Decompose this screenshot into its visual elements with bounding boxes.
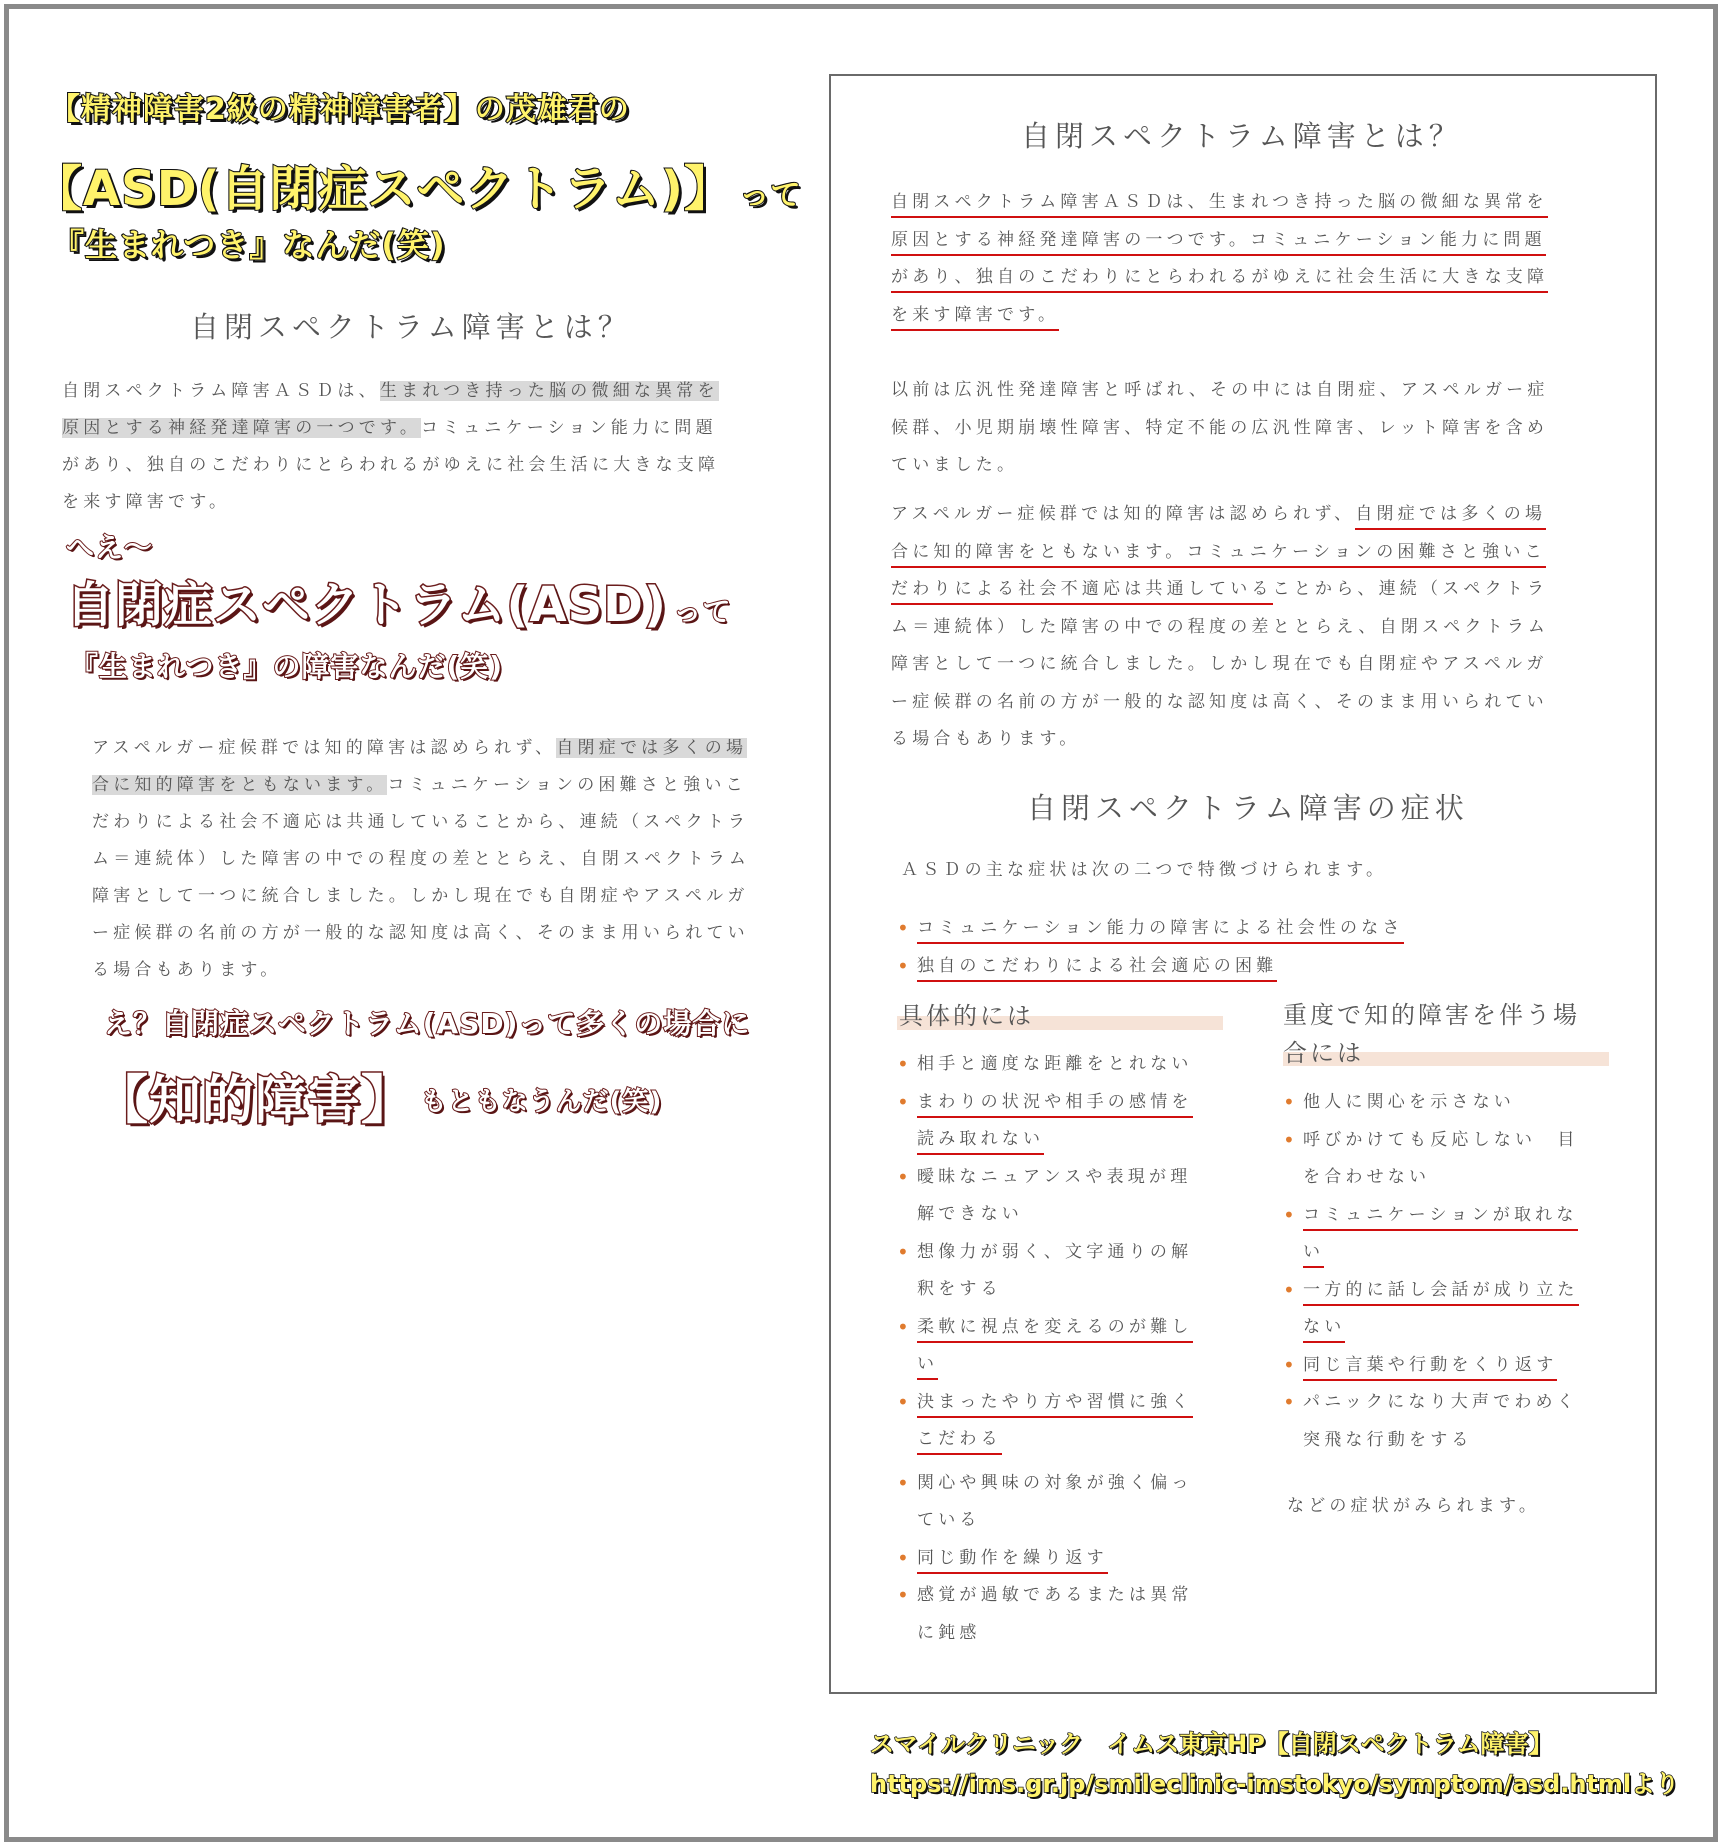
left-paragraph-2 xyxy=(92,730,750,989)
main-symptom-list xyxy=(897,910,1404,985)
right-p1-line4: を来す障害です。 xyxy=(891,297,1548,335)
col2-list xyxy=(1283,1084,1603,1459)
left-p2-line6: ー症候群の名前の方が一般的な認知度は高く、そのまま用いられてい xyxy=(92,923,749,943)
col1-item: • 想像力が弱く、文字通りの解 釈をする xyxy=(897,1234,1217,1309)
col2-item: • 同じ言葉や行動をくり返す xyxy=(1283,1347,1603,1385)
left-heading: 自閉スペクトラム障害とは？ xyxy=(190,310,632,344)
caption-top-line1: 【精神障害2級の精神障害者】の茂雄君の xyxy=(50,92,630,127)
col1-item: • 相手と適度な距離をとれない xyxy=(897,1046,1217,1084)
col2-item: • コミュニケーションが取れな い xyxy=(1283,1197,1603,1272)
col1-item: • 関心や興味の対象が強く偏っ ている xyxy=(897,1465,1217,1540)
right-p3-line3: だわりによる社会不適応は共通していることから、連続（スペクトラ xyxy=(891,571,1549,609)
caption-low-line1: え？自閉症スペクトラム(ASD)って多くの場合に xyxy=(104,1007,751,1040)
col2-item: • パニックになり大声でわめく 突飛な行動をする xyxy=(1283,1384,1603,1459)
left-p1-line1: 自閉スペクトラム障害ＡＳＤは、生まれつき持った脳の微細な異常を xyxy=(62,381,719,401)
right-paragraph-1 xyxy=(891,184,1548,334)
col2-item: • 一方的に話し会話が成り立た ない xyxy=(1283,1272,1603,1347)
right-p2-line1: 以前は広汎性発達障害と呼ばれ、その中には自閉症、アスペルガー症 xyxy=(891,380,1549,400)
left-p1-line2: 原因とする神経発達障害の一つです。コミュニケーション能力に問題 xyxy=(62,418,717,438)
col1-item: • 決まったやり方や習慣に強く こだわる xyxy=(897,1384,1217,1459)
right-paragraph-3 xyxy=(891,496,1549,759)
caption-top-line3: 『生まれつき』なんだ(笑) xyxy=(52,226,446,264)
caption-mid-line2-small: って xyxy=(673,595,732,628)
caption-top-line2-small: って xyxy=(739,178,802,213)
caption-low-line2 xyxy=(96,1058,662,1133)
right-symptoms-intro: ＡＳＤの主な症状は次の二つで特徴づけられます。 xyxy=(901,860,1388,880)
right-p3-line7: る場合もあります。 xyxy=(891,729,1081,749)
symptoms-closing: などの症状がみられます。 xyxy=(1287,1496,1541,1516)
left-paragraph-1 xyxy=(62,373,719,521)
source-line1: スマイルクリニック イムス東京HP【自閉スペクトラム障害】 xyxy=(870,1730,1553,1758)
right-paragraph-2 xyxy=(891,372,1549,485)
caption-mid-line3: 『生まれつき』の障害なんだ(笑) xyxy=(70,650,504,683)
right-p2-line2: 候群、小児期崩壊性障害、特定不能の広汎性障害、レット障害を含め xyxy=(891,417,1549,438)
right-p3-line4: ム＝連続体）した障害の中での程度の差ととらえ、自閉スペクトラム xyxy=(891,616,1550,637)
right-p3-line2: 合に知的障害をともないます。コミュニケーションの困難さと強いこ xyxy=(891,534,1549,572)
right-p3-line1: アスペルガー症候群では知的障害は認められず、自閉症では多くの場 xyxy=(891,496,1549,534)
col1-item: • 柔軟に視点を変えるのが難し い xyxy=(897,1309,1217,1384)
col1-list xyxy=(897,1046,1217,1652)
col2-heading: 重度で知的障害を伴う場 合には xyxy=(1283,1001,1580,1067)
right-heading-symptoms: 自閉スペクトラム障害の症状 xyxy=(1027,791,1469,825)
caption-mid-line1: へえ～ xyxy=(66,531,154,564)
col1-item: • まわりの状況や相手の感情を 読み取れない xyxy=(897,1084,1217,1159)
source-excerpt-panel xyxy=(829,74,1657,1694)
left-p1-line3: があり、独自のこだわりにとらわれるがゆえに社会生活に大きな支障 xyxy=(62,455,720,475)
col1-item: • 感覚が過敏であるまたは異常 に鈍感 xyxy=(897,1577,1217,1652)
caption-low-line2-big: 【知的障害】 xyxy=(96,1071,415,1131)
right-p3-line6: ー症候群の名前の方が一般的な認知度は高く、そのまま用いられてい xyxy=(891,691,1548,712)
main-symptom-item: • 独自のこだわりによる社会適応の困難 xyxy=(897,948,1404,986)
caption-low-line2-small: もともなうんだ(笑) xyxy=(420,1087,663,1117)
right-p3-line5: 障害として一つに統合しました。しかし現在でも自閉症やアスペルガ xyxy=(891,654,1548,674)
left-p2-line7: る場合もあります。 xyxy=(92,960,282,980)
source-line2: https://ims.gr.jp/smileclinic-imstokyo/symptom/asd.htmlより xyxy=(870,1770,1680,1798)
right-p1-line1: 自閉スペクトラム障害ＡＳＤは、生まれつき持った脳の微細な異常を xyxy=(891,184,1548,222)
right-heading: 自閉スペクトラム障害とは？ xyxy=(1021,119,1463,153)
right-p1-line2: 原因とする神経発達障害の一つです。コミュニケーション能力に問題 xyxy=(891,222,1548,260)
left-p2-line4: ム＝連続体）した障害の中での程度の差ととらえ、自閉スペクトラム xyxy=(92,849,751,869)
caption-mid-line2-big: 自閉症スペクトラム(ASD) xyxy=(66,577,667,633)
left-p2-line1: アスペルガー症候群では知的障害は認められず、自閉症では多くの場 xyxy=(92,738,748,758)
left-p2-line5: 障害として一つに統合しました。しかし現在でも自閉症やアスペルガ xyxy=(92,886,749,906)
left-p2-line3: だわりによる社会不適応は共通していることから、連続（スペクトラ xyxy=(92,812,750,832)
col1-item: • 同じ動作を繰り返す xyxy=(897,1540,1217,1578)
col1-heading: 具体的には xyxy=(899,1002,1034,1030)
caption-top-line2 xyxy=(34,150,802,219)
col2-item: • 他人に関心を示さない xyxy=(1283,1084,1603,1122)
caption-top-line2-big: 【ASD(自閉症スペクトラム)】 xyxy=(34,161,733,217)
caption-mid-line2 xyxy=(66,566,732,635)
right-p2-line3: ていました。 xyxy=(891,455,1019,475)
col2-item: • 呼びかけても反応しない 目 を合わせない xyxy=(1283,1122,1603,1197)
main-symptom-item: • コミュニケーション能力の障害による社会性のなさ xyxy=(897,910,1404,948)
right-p1-line3: があり、独自のこだわりにとらわれるがゆえに社会生活に大きな支障 xyxy=(891,259,1548,297)
left-p1-line4: を来す障害です。 xyxy=(62,492,231,512)
source-citation xyxy=(870,1724,1679,1804)
col1-item: • 曖昧なニュアンスや表現が理 解できない xyxy=(897,1159,1217,1234)
left-p2-line2: 合に知的障害をともないます。コミュニケーションの困難さと強いこ xyxy=(92,775,747,795)
